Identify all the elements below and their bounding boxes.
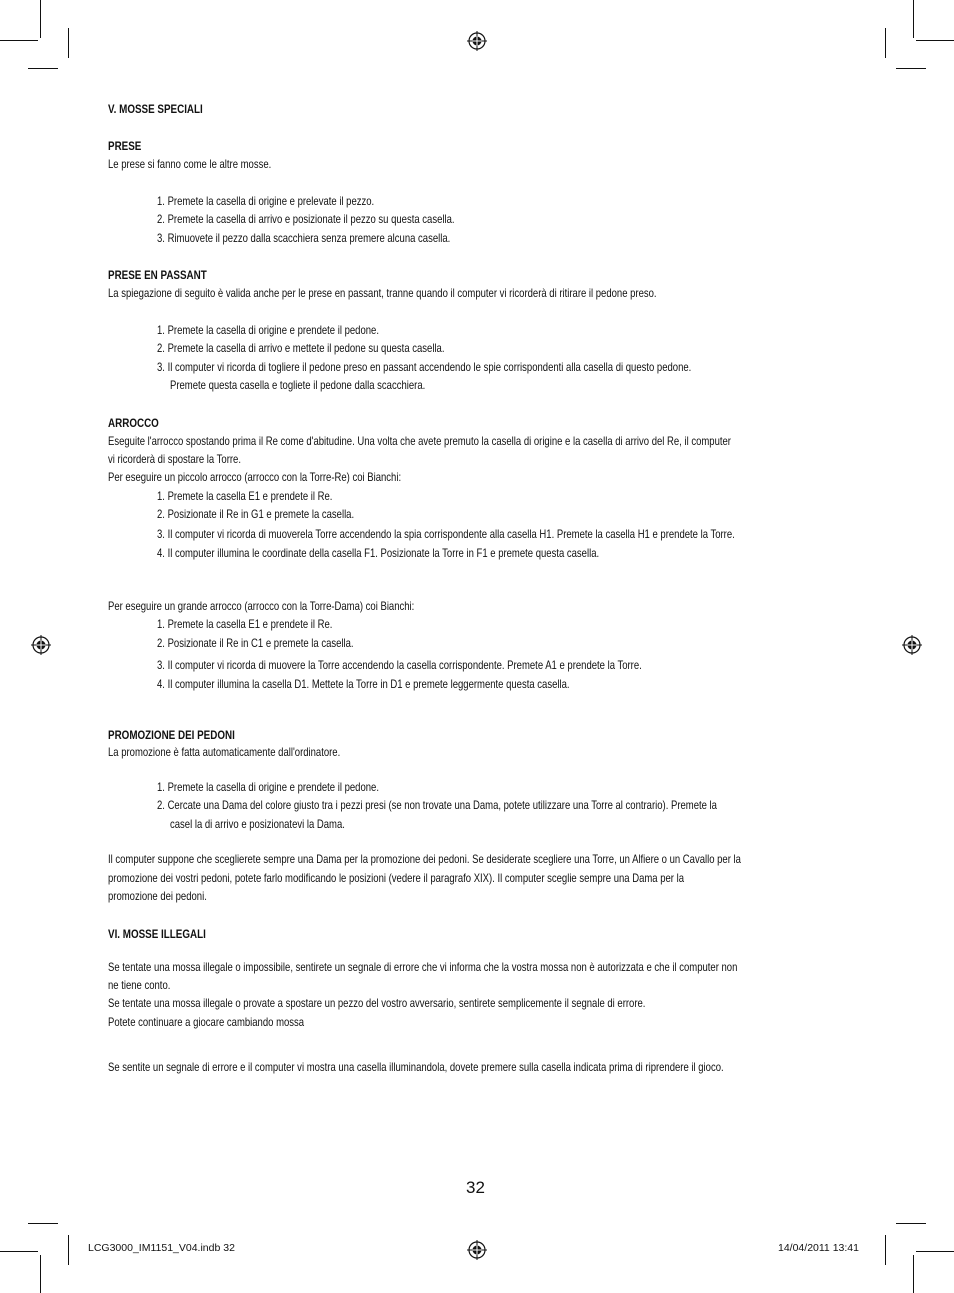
illegal-moves-text: Potete continuare a giocare cambiando mossa	[108, 1016, 305, 1029]
crop-mark	[885, 28, 886, 58]
list-item: 2. Premete la casella di arrivo e posizionate il pezzo su questa casella.	[157, 213, 455, 226]
list-item: 2. Posizionate il Re in C1 e premete la casella.	[157, 637, 354, 650]
slug-filename: LCG3000_IM1151_V04.indb 32	[88, 1242, 235, 1254]
promotion-intro: La promozione è fatta automaticamente dall'ordinatore.	[108, 746, 341, 759]
list-item: 1. Premete la casella di origine e prelevate il pezzo.	[157, 195, 375, 208]
big-castling-intro: Per eseguire un grande arrocco (arrocco con la Torre-Dama) coi Bianchi:	[108, 600, 415, 613]
list-item: 1. Premete la casella di origine e prendete il pedone.	[157, 324, 379, 337]
crop-mark	[28, 68, 58, 69]
crop-mark	[916, 40, 954, 41]
illegal-moves-text: Se tentate una mossa illegale o impossibile, sentirete un segnale di errore che vi informa che la vostra mossa non è autorizzata e che il computer non	[108, 961, 738, 974]
small-castling-intro: Per eseguire un piccolo arrocco (arrocco con la Torre-Re) coi Bianchi:	[108, 471, 402, 484]
list-item: 2. Posizionate il Re in G1 e premete la casella.	[157, 508, 355, 521]
list-item: 3. Il computer vi ricorda di muovere la Torre accendendo la casella corrispondente. Premete A1 e prendete la Torre.	[157, 659, 642, 672]
list-item: 3. Il computer vi ricorda di muoverela Torre accendendo la spia corrispondente alla casella H1. Premete la casella H1 e prendete la Torre.	[157, 528, 735, 541]
crop-mark	[68, 1235, 69, 1265]
list-item: 4. Il computer illumina la casella D1. Mettete la Torre in D1 e premete leggermente questa casella.	[157, 678, 570, 691]
crop-mark	[0, 1251, 38, 1252]
illegal-moves-final: Se sentite un segnale di errore e il computer vi mostra una casella illuminandola, dovete premere sulla casella indicata prima di riprendere il gioco.	[108, 1061, 724, 1074]
promotion-paragraph: Il computer suppone che sceglierete sempre una Dama per la promozione dei pedoni. Se desiderate scegliere una Torre, un Alfiere o un Cavallo per la	[108, 853, 741, 866]
crop-mark	[28, 1223, 58, 1224]
registration-mark-icon	[902, 635, 922, 655]
promotion-heading: PROMOZIONE DEI PEDONI	[108, 728, 235, 742]
promotion-paragraph: promozione dei vostri pedoni, potete farlo modificando le posizioni (vedere il paragrafo XIX). Il computer sceglie sempre una Dama per la	[108, 872, 684, 885]
section-title: V. MOSSE SPECIALI	[108, 102, 203, 116]
registration-mark-icon	[467, 31, 487, 51]
list-item: 2. Premete la casella di arrivo e mettete il pedone su questa casella.	[157, 342, 445, 355]
crop-mark	[40, 1255, 41, 1293]
crop-mark	[40, 0, 41, 38]
crop-mark	[885, 1235, 886, 1265]
list-item: 1. Premete la casella di origine e prendete il pedone.	[157, 781, 379, 794]
crop-mark	[0, 40, 38, 41]
list-item-continuation: Premete questa casella e togliete il pedone dalla scacchiera.	[170, 379, 426, 392]
crop-mark	[913, 1255, 914, 1293]
crop-mark	[913, 0, 914, 38]
illegal-moves-text: Se tentate una mossa illegale o provate a spostare un pezzo del vostro avversario, sentirete semplicemente il segnale di errore.	[108, 997, 646, 1010]
page-number: 32	[466, 1178, 485, 1197]
list-item-continuation: casel la di arrivo e posizionatevi la Dama.	[170, 818, 345, 831]
arrocco-intro: Eseguite l'arrocco spostando prima il Re come d'abitudine. Una volta che avete premuto la casella di origine e la casella di arrivo del Re, il computer	[108, 435, 731, 448]
prese-heading: PRESE	[108, 139, 142, 153]
registration-mark-icon	[31, 635, 51, 655]
en-passant-heading: PRESE EN PASSANT	[108, 268, 207, 282]
crop-mark	[896, 68, 926, 69]
promotion-paragraph: promozione dei pedoni.	[108, 890, 207, 903]
crop-mark	[916, 1251, 954, 1252]
section-title: VI. MOSSE ILLEGALI	[108, 927, 206, 941]
list-item: 3. Rimuovete il pezzo dalla scacchiera senza premere alcuna casella.	[157, 232, 451, 245]
arrocco-intro: vi ricorderà di spostare la Torre.	[108, 453, 241, 466]
list-item: 3. Il computer vi ricorda di togliere il pedone preso en passant accendendo le spie corrispondenti alla casella di questo pedone.	[157, 361, 692, 374]
list-item: 1. Premete la casella E1 e prendete il Re.	[157, 490, 333, 503]
list-item: 1. Premete la casella E1 e prendete il Re.	[157, 618, 333, 631]
arrocco-heading: ARROCCO	[108, 416, 159, 430]
illegal-moves-text: ne tiene conto.	[108, 979, 171, 992]
prese-intro: Le prese si fanno come le altre mosse.	[108, 158, 272, 171]
crop-mark	[68, 28, 69, 58]
crop-mark	[896, 1223, 926, 1224]
list-item: 4. Il computer illumina le coordinate della casella F1. Posizionate la Torre in F1 e premete questa casella.	[157, 547, 600, 560]
slug-datetime: 14/04/2011 13:41	[778, 1242, 859, 1254]
list-item: 2. Cercate una Dama del colore giusto tra i pezzi presi (se non trovate una Dama, potete utilizzare una Torre al contrario). Premete la	[157, 799, 717, 812]
registration-mark-icon	[467, 1240, 487, 1260]
en-passant-intro: La spiegazione di seguito è valida anche per le prese en passant, tranne quando il computer vi ricorderà di ritirare il pedone preso.	[108, 287, 657, 300]
